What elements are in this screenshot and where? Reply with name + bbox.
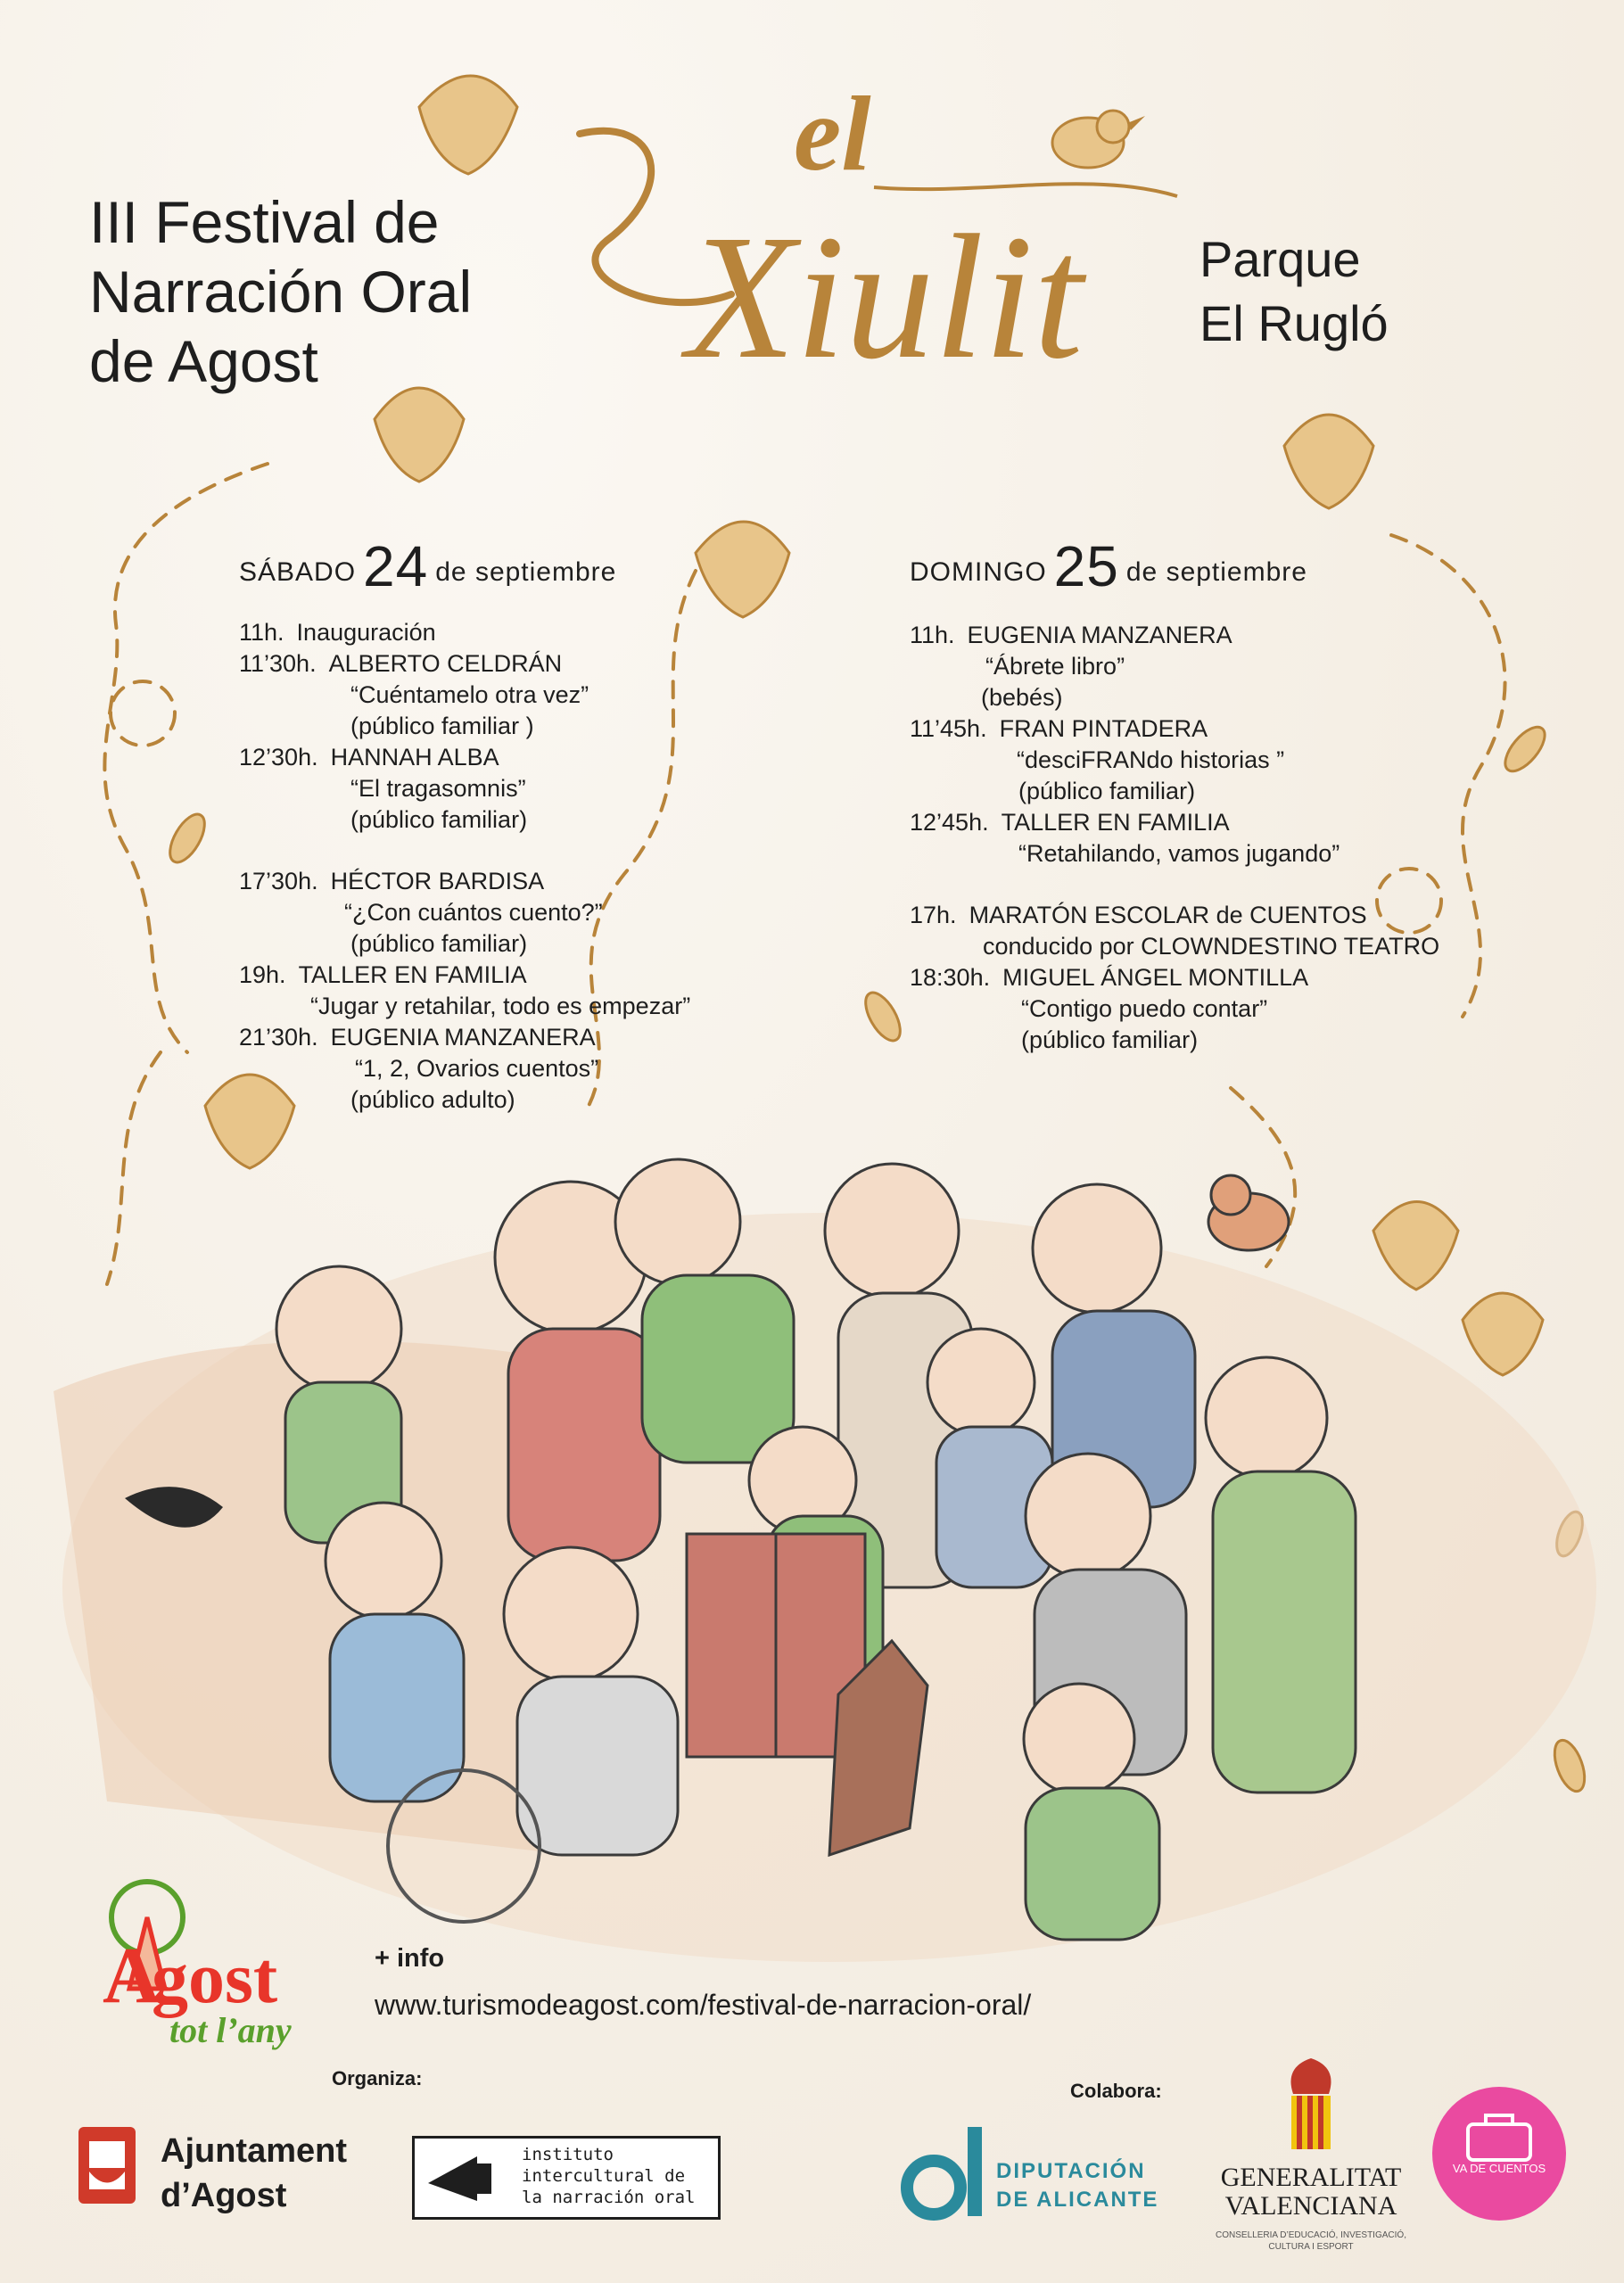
saturday-program (239, 617, 774, 1116)
event-time: 11h. (239, 619, 284, 646)
venue (1199, 227, 1389, 356)
megaphone-icon (415, 2139, 513, 2217)
program-event (910, 962, 1534, 1056)
event-line: ALBERTO CELDRÁN (328, 650, 563, 677)
event-line: “¿Con cuántos cuento?” (344, 899, 603, 926)
event-line: (público familiar) (1018, 778, 1196, 804)
instituto-line: la narración oral (522, 2188, 696, 2207)
program-event (239, 866, 774, 960)
suitcase-icon (1432, 2094, 1566, 2165)
event-line: conducido por CLOWNDESTINO TEATRO (983, 933, 1440, 960)
title-line: de Agost (89, 328, 318, 394)
venue-line: El Rugló (1199, 295, 1389, 351)
diputacion-alicante-logo (896, 2118, 1191, 2225)
event-time: 11h. (910, 622, 955, 648)
crest-icon (1257, 2051, 1364, 2158)
generalitat-valenciana-logo (1204, 2051, 1418, 2265)
event-line: Inauguración (296, 619, 436, 646)
ajuntament-agost-logo (71, 2118, 375, 2234)
event-line: TALLER EN FAMILIA (1001, 809, 1230, 836)
event-line: “Jugar y retahilar, todo es empezar” (310, 993, 691, 1019)
event-line: “Retahilando, vamos jugando” (1018, 840, 1340, 867)
event-line: MIGUEL ÁNGEL MONTILLA (1002, 964, 1309, 991)
colabora-label: Colabora: (1070, 2080, 1162, 2102)
instituto-line: instituto (522, 2145, 614, 2164)
event-line: (público familiar) (1021, 1026, 1199, 1053)
agost-tag: tot l’any (169, 2010, 292, 2050)
event-line: TALLER EN FAMILIA (298, 961, 527, 988)
event-line: FRAN PINTADERA (999, 715, 1208, 742)
event-line: (público familiar ) (350, 713, 534, 739)
agost-word: gost (152, 1937, 278, 2018)
event-time: 17h. (910, 902, 957, 928)
sunday-program (910, 620, 1534, 1056)
title-line: III Festival de (89, 189, 440, 255)
event-line: (público familiar) (350, 930, 528, 957)
website-link[interactable]: www.turismodeagost.com/festival-de-narracion-oral/ (375, 1989, 1032, 2021)
bird-icon (1052, 111, 1145, 168)
el-xiulit-logo (553, 62, 1195, 437)
instituto-logo (412, 2136, 721, 2220)
day-number: 24 (363, 534, 429, 598)
program-event (910, 900, 1534, 962)
ajuntament-line: Ajuntament (161, 2132, 347, 2170)
festival-title (89, 187, 472, 396)
ajuntament-line: d’Agost (161, 2177, 287, 2214)
person-figure (615, 1159, 794, 1463)
va-de-cuentos-text: VA DE CUENTOS (1452, 2162, 1546, 2175)
event-line: HÉCTOR BARDISA (330, 868, 545, 894)
instituto-line: intercultural de (522, 2166, 686, 2186)
program-event (910, 620, 1534, 713)
saturday-heading (239, 533, 616, 599)
month: de septiembre (1125, 557, 1307, 587)
title-line: Narración Oral (89, 259, 473, 325)
event-time: 11’45h. (910, 715, 987, 742)
event-line: MARATÓN ESCOLAR de CUENTOS (969, 902, 1367, 928)
event-time: 19h. (239, 961, 286, 988)
event-line: “Ábrete libro” (985, 653, 1125, 680)
program-event (910, 807, 1534, 870)
generalitat-line: VALENCIANA (1224, 2191, 1397, 2221)
program-event (910, 713, 1534, 807)
event-line: “1, 2, Ovarios cuentos” (355, 1055, 599, 1082)
month: de septiembre (435, 557, 617, 587)
event-line: (público familiar) (350, 806, 528, 833)
program-event (239, 742, 774, 836)
diputacion-line: DIPUTACIÓN (996, 2159, 1146, 2183)
event-time: 11’30h. (239, 650, 317, 677)
bird-icon (1208, 1175, 1289, 1250)
event-time: 12’30h. (239, 744, 318, 771)
day-number: 25 (1053, 534, 1119, 598)
generalitat-line: GENERALITAT (1220, 2163, 1402, 2192)
people-illustration (0, 1124, 1624, 1998)
diputacion-line: DE ALICANTE (996, 2188, 1159, 2212)
event-line: (público adulto) (350, 1086, 515, 1113)
info-label: + info (375, 1944, 445, 1973)
event-time: 18:30h. (910, 964, 991, 991)
program-event (239, 648, 774, 742)
agost-tot-lany-logo (85, 1873, 343, 2051)
day-name: SÁBADO (239, 557, 357, 587)
event-line: “Contigo puedo contar” (1021, 995, 1268, 1022)
event-line: EUGENIA MANZANERA (967, 622, 1232, 648)
day-name: DOMINGO (910, 557, 1047, 587)
program-event (239, 960, 774, 1022)
event-time: 21’30h. (239, 1024, 318, 1051)
conselleria-line: CULTURA I ESPORT (1268, 2242, 1354, 2252)
sunday-heading (910, 533, 1307, 599)
program-event (239, 617, 774, 648)
organiza-label: Organiza: (332, 2067, 423, 2089)
brand-el: el (794, 74, 871, 193)
brand-name: Xiulit (687, 199, 1084, 396)
event-line: EUGENIA MANZANERA (330, 1024, 596, 1051)
event-line: “desciFRANdo historias ” (1017, 746, 1285, 773)
va-de-cuentos-logo (1432, 2087, 1566, 2221)
event-line: “El tragasomnis” (350, 775, 526, 802)
agost-initial: A (103, 1932, 161, 2020)
event-line: (bebés) (981, 684, 1063, 711)
event-time: 12’45h. (910, 809, 989, 836)
person-figure (276, 1266, 401, 1543)
program-event (239, 1022, 774, 1116)
event-line: HANNAH ALBA (330, 744, 499, 771)
event-time: 17’30h. (239, 868, 318, 894)
venue-line: Parque (1199, 231, 1361, 287)
conselleria-line: CONSELLERIA D’EDUCACIÓ, INVESTIGACIÓ, (1216, 2230, 1406, 2240)
event-line: “Cuéntamelo otra vez” (350, 681, 589, 708)
